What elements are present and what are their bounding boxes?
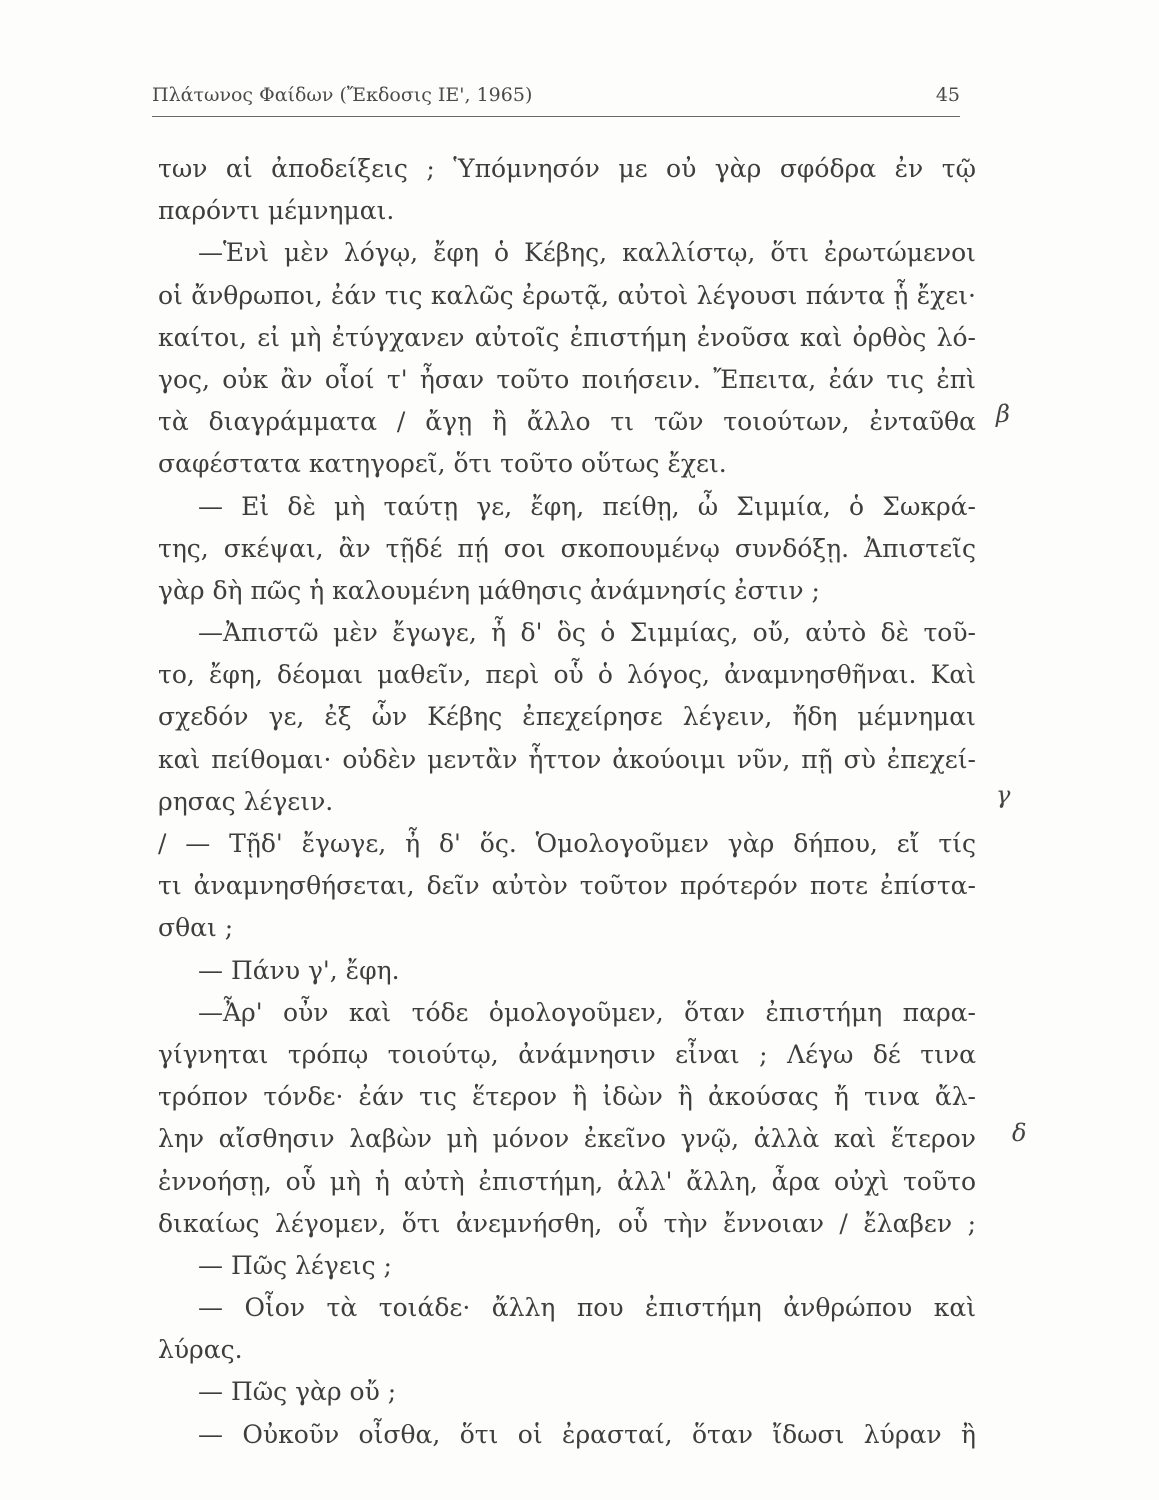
text-line: καὶ πείθομαι· οὐδὲν μεντἂν ἧττον ἀκούοιμι νῦν, πῇ σὺ ἐπεχεί- bbox=[158, 744, 976, 774]
text-line: παρόντι μέμνημαι. bbox=[158, 196, 395, 226]
page-number: 45 bbox=[935, 84, 960, 106]
text-line: γίγνηται τρόπῳ τοιούτῳ, ἀνάμνησιν εἶναι ; Λέγω δέ τινα bbox=[158, 1039, 976, 1069]
text-line: σθαι ; bbox=[158, 913, 234, 943]
text-line: —Ἑνὶ μὲν λόγῳ, ἔφη ὁ Κέβης, καλλίστῳ, ὅτι ἐρωτώμενοι bbox=[198, 238, 976, 268]
text-line: / — Τῇδ' ἔγωγε, ἦ δ' ὅς. Ὁμολογοῦμεν γὰρ δήπου, εἴ τίς bbox=[158, 829, 976, 858]
margin-note-delta: δ bbox=[1012, 1119, 1027, 1147]
text-line: οἱ ἄνθρωποι, ἐάν τις καλῶς ἐρωτᾷ, αὐτοὶ λέγουσι πάντα ᾗ ἔχει· bbox=[158, 280, 976, 310]
margin-note-beta: β bbox=[996, 400, 1010, 428]
body-text bbox=[158, 148, 976, 1456]
text-line: — Πῶς λέγεις ; bbox=[198, 1250, 392, 1280]
text-line: —Ἀπιστῶ μὲν ἔγωγε, ἦ δ' ὃς ὁ Σιμμίας, οὔ, αὐτὸ δὲ τοῦ- bbox=[198, 618, 976, 648]
text-line: των αἱ ἀποδείξεις ; Ὑπόμνησόν με οὐ γὰρ σφόδρα ἐν τῷ bbox=[158, 154, 976, 183]
text-line: ἐννοήσῃ, οὗ μὴ ἡ αὐτὴ ἐπιστήμη, ἀλλ' ἄλλη, ἆρα οὐχὶ τοῦτο bbox=[158, 1166, 976, 1196]
text-line: ρησας λέγειν. bbox=[158, 786, 334, 816]
text-line: τὰ διαγράμματα / ἄγῃ ἢ ἄλλο τι τῶν τοιούτων, ἐνταῦθα bbox=[158, 407, 976, 437]
text-line: γὰρ δὴ πῶς ἡ καλουμένη μάθησις ἀνάμνησίς ἐστιν ; bbox=[158, 575, 820, 605]
text-line: γος, οὐκ ἂν οἷοί τ' ἦσαν τοῦτο ποιήσειν. Ἔπειτα, ἐάν τις ἐπὶ bbox=[158, 364, 976, 394]
header-rule bbox=[152, 116, 960, 117]
text-line: λύρας. bbox=[158, 1335, 243, 1365]
running-head bbox=[152, 84, 960, 112]
text-line: της, σκέψαι, ἂν τῇδέ πῄ σοι σκοπουμένῳ συνδόξῃ. Ἀπιστεῖς bbox=[158, 533, 976, 563]
text-line: τρόπον τόνδε· ἐάν τις ἕτερον ἢ ἰδὼν ἢ ἀκούσας ἤ τινα ἄλ- bbox=[158, 1082, 976, 1112]
text-line: σαφέστατα κατηγορεῖ, ὅτι τοῦτο οὕτως ἔχει. bbox=[158, 449, 727, 479]
text-line: λην αἴσθησιν λαβὼν μὴ μόνον ἐκεῖνο γνῷ, ἀλλὰ καὶ ἕτερον bbox=[158, 1124, 976, 1154]
text-line: δικαίως λέγομεν, ὅτι ἀνεμνήσθη, οὗ τὴν ἔννοιαν / ἔλαβεν ; bbox=[158, 1208, 976, 1238]
text-line: — Πάνυ γ', ἔφη. bbox=[198, 955, 400, 985]
text-line: το, ἔφη, δέομαι μαθεῖν, περὶ οὗ ὁ λόγος, ἀναμνησθῆναι. Καὶ bbox=[158, 660, 976, 690]
text-line: τι ἀναμνησθήσεται, δεῖν αὐτὸν τοῦτον πρότερόν ποτε ἐπίστα- bbox=[158, 871, 976, 901]
text-line: καίτοι, εἰ μὴ ἐτύγχανεν αὐτοῖς ἐπιστήμη ἐνοῦσα καὶ ὀρθὸς λό- bbox=[158, 322, 976, 352]
margin-note-gamma: γ bbox=[996, 781, 1011, 809]
text-line: — Πῶς γὰρ οὔ ; bbox=[198, 1377, 397, 1407]
header-title: Πλάτωνος Φαίδων (Ἔκδοσις ΙΕ', 1965) bbox=[152, 84, 533, 106]
text-line: — Οὐκοῦν οἶσθα, ὅτι οἱ ἐρασταί, ὅταν ἴδωσι λύραν ἢ bbox=[198, 1419, 976, 1449]
text-line: — Οἷον τὰ τοιάδε· ἄλλη που ἐπιστήμη ἀνθρώπου καὶ bbox=[198, 1293, 976, 1323]
text-line: — Εἰ δὲ μὴ ταύτῃ γε, ἔφη, πείθῃ, ὦ Σιμμία, ὁ Σωκρά- bbox=[198, 491, 976, 521]
text-line: —Ἆρ' οὖν καὶ τόδε ὁμολογοῦμεν, ὅταν ἐπιστήμη παρα- bbox=[198, 997, 976, 1027]
text-line: σχεδόν γε, ἐξ ὧν Κέβης ἐπεχείρησε λέγειν, ἤδη μέμνημαι bbox=[158, 702, 976, 732]
